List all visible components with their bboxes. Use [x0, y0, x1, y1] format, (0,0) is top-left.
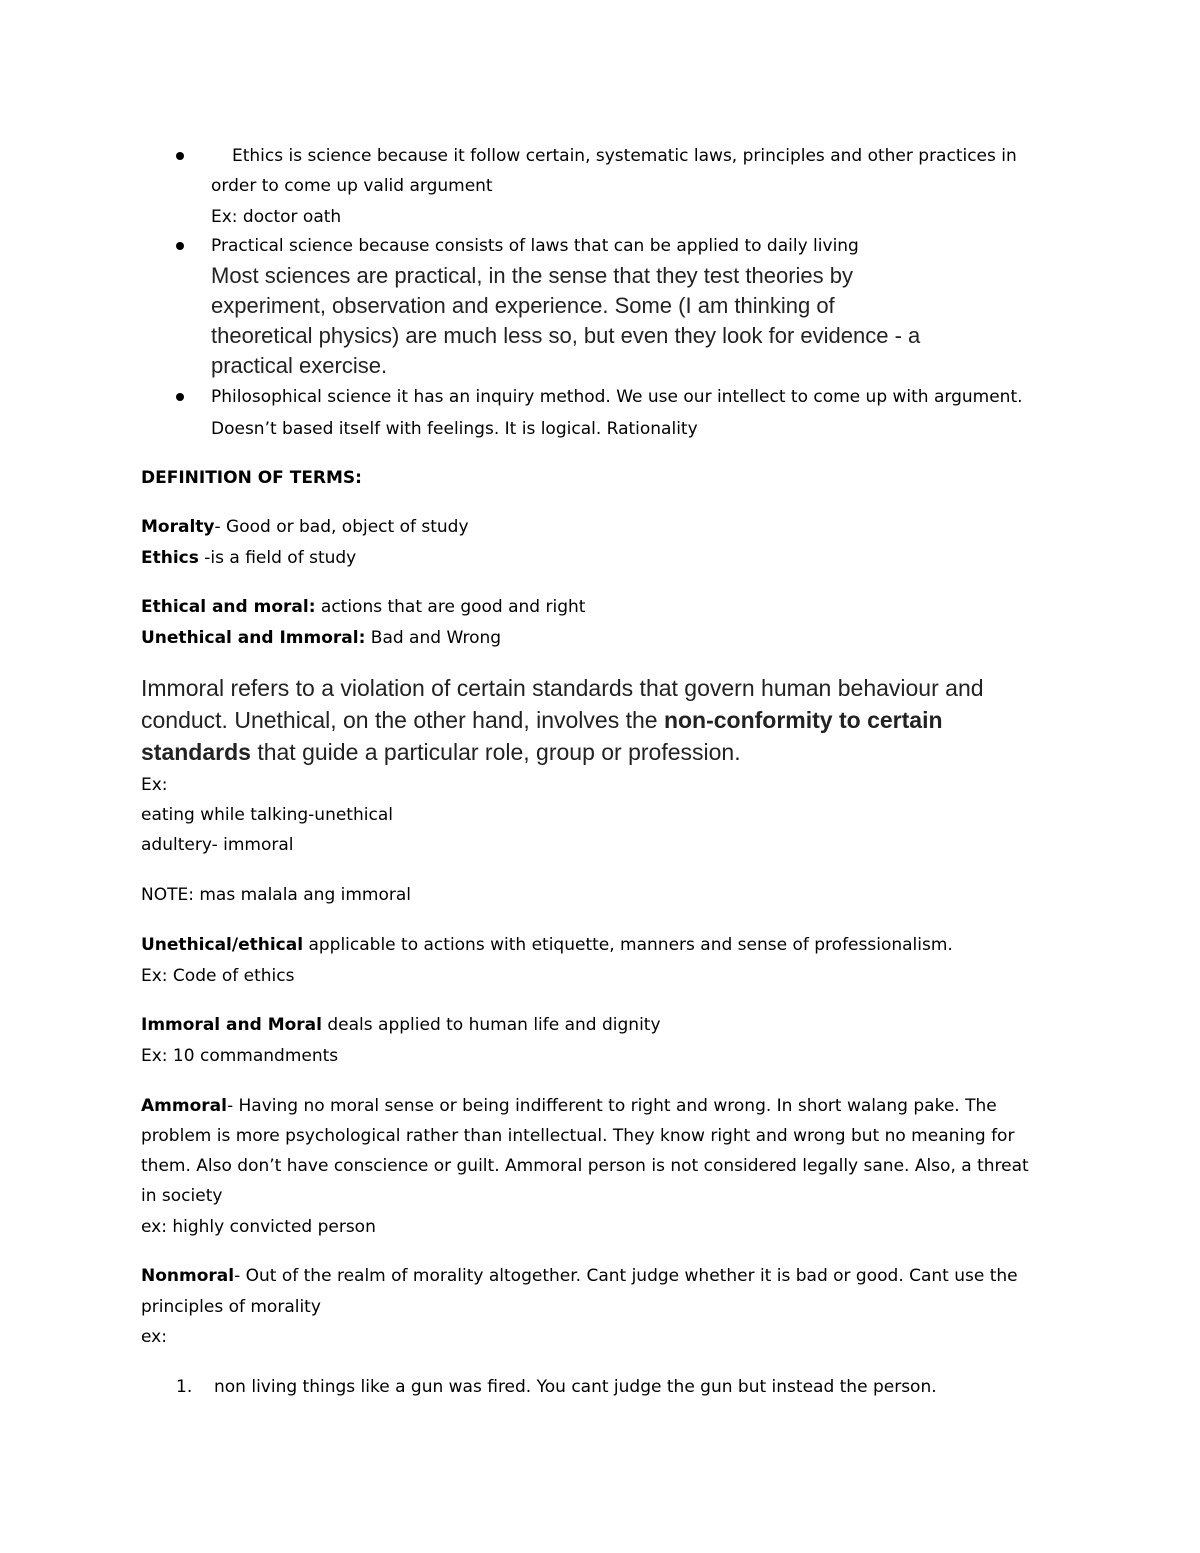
immoral-paragraph-line-2 [141, 704, 943, 736]
bullet-1-line-2: order to come up valid argument [211, 176, 493, 196]
immoral-moral-term: Immoral and Moral [141, 1015, 322, 1035]
bullet-2-quote-4: practical exercise. [211, 353, 388, 378]
ethics-definition [141, 547, 356, 569]
immoral-paragraph-emphasis: non-conformity to certain [663, 707, 943, 733]
list-item: non living things like a gun was fired. You cant judge the gun but instead the person. [214, 1377, 937, 1397]
example-item: eating while talking-unethical [141, 805, 393, 825]
bullet-icon [176, 152, 184, 160]
ethics-text: -is a field of study [198, 548, 357, 568]
bullet-2-quote-2: experiment, observation and experience. Some (I am thinking of [211, 293, 835, 318]
morality-definition [141, 516, 469, 538]
immoral-paragraph-line-3 [141, 736, 741, 768]
list-number: 1. [176, 1377, 193, 1397]
immoral-paragraph-emphasis: standards [141, 739, 251, 765]
bullet-2-quote-1: Most sciences are practical, in the sense that they test theories by [211, 263, 853, 288]
code-of-ethics-example: Ex: Code of ethics [141, 966, 295, 986]
unethical-immoral-term: Unethical and Immoral: [141, 628, 366, 648]
bullet-3-line-1: Philosophical science it has an inquiry method. We use our intellect to come up with argument. [211, 387, 1023, 407]
bullet-2-quote-3: theoretical physics) are much less so, but even they look for evidence - a [211, 323, 921, 348]
unethical-immoral-definition [141, 627, 501, 649]
ethical-moral-text: actions that are good and right [315, 597, 586, 617]
note-text: NOTE: mas malala ang immoral [141, 885, 412, 905]
bullet-1-line-3: Ex: doctor oath [211, 207, 342, 227]
bullet-1-line-1: Ethics is science because it follow certain, systematic laws, principles and other practices in [232, 146, 1017, 166]
bullet-icon [176, 242, 184, 250]
immoral-paragraph-text: that guide a particular role, group or profession. [250, 739, 741, 765]
commandments-example: Ex: 10 commandments [141, 1046, 339, 1066]
ammoral-line-1 [141, 1095, 997, 1117]
nonmoral-term: Nonmoral [141, 1266, 235, 1286]
ammoral-line-3: them. Also don’t have conscience or guilt. Ammoral person is not considered legally sane. Also, a threat [141, 1156, 1029, 1176]
nonmoral-line-1 [141, 1265, 1018, 1287]
nonmoral-text: - Out of the realm of morality altogether. Cant judge whether it is bad or good. Cant use the [234, 1266, 1018, 1286]
morality-term: Moralty [141, 517, 215, 537]
ethical-moral-term: Ethical and moral: [141, 597, 316, 617]
ammoral-line-2: problem is more psychological rather than intellectual. They know right and wrong but no meaning for [141, 1126, 1015, 1146]
immoral-paragraph-text: conduct. Unethical, on the other hand, involves the [141, 707, 664, 733]
immoral-moral-definition [141, 1014, 661, 1036]
ammoral-example: ex: highly convicted person [141, 1217, 376, 1237]
nonmoral-example-label: ex: [141, 1327, 167, 1347]
ammoral-text: - Having no moral sense or being indifferent to right and wrong. In short walang pake. The [226, 1096, 997, 1116]
example-label: Ex: [141, 775, 168, 795]
unethical-ethical-text: applicable to actions with etiquette, manners and sense of professionalism. [303, 935, 953, 955]
bullet-2-line-1: Practical science because consists of laws that can be applied to daily living [211, 236, 859, 256]
ammoral-line-4: in society [141, 1186, 223, 1206]
immoral-moral-text: deals applied to human life and dignity [321, 1015, 661, 1035]
ethical-moral-definition [141, 596, 585, 618]
definitions-heading: DEFINITION OF TERMS: [141, 468, 362, 488]
immoral-paragraph-line-1: Immoral refers to a violation of certain standards that govern human behaviour and [141, 675, 984, 701]
ammoral-term: Ammoral [141, 1096, 227, 1116]
unethical-ethical-definition [141, 934, 953, 956]
example-item: adultery- immoral [141, 835, 294, 855]
unethical-ethical-term: Unethical/ethical [141, 935, 304, 955]
morality-text: - Good or bad, object of study [214, 517, 469, 537]
ethics-term: Ethics [141, 548, 199, 568]
bullet-3-line-2: Doesn’t based itself with feelings. It is logical. Rationality [211, 419, 698, 439]
bullet-icon [176, 393, 184, 401]
nonmoral-line-2: principles of morality [141, 1297, 321, 1317]
unethical-immoral-text: Bad and Wrong [365, 628, 502, 648]
